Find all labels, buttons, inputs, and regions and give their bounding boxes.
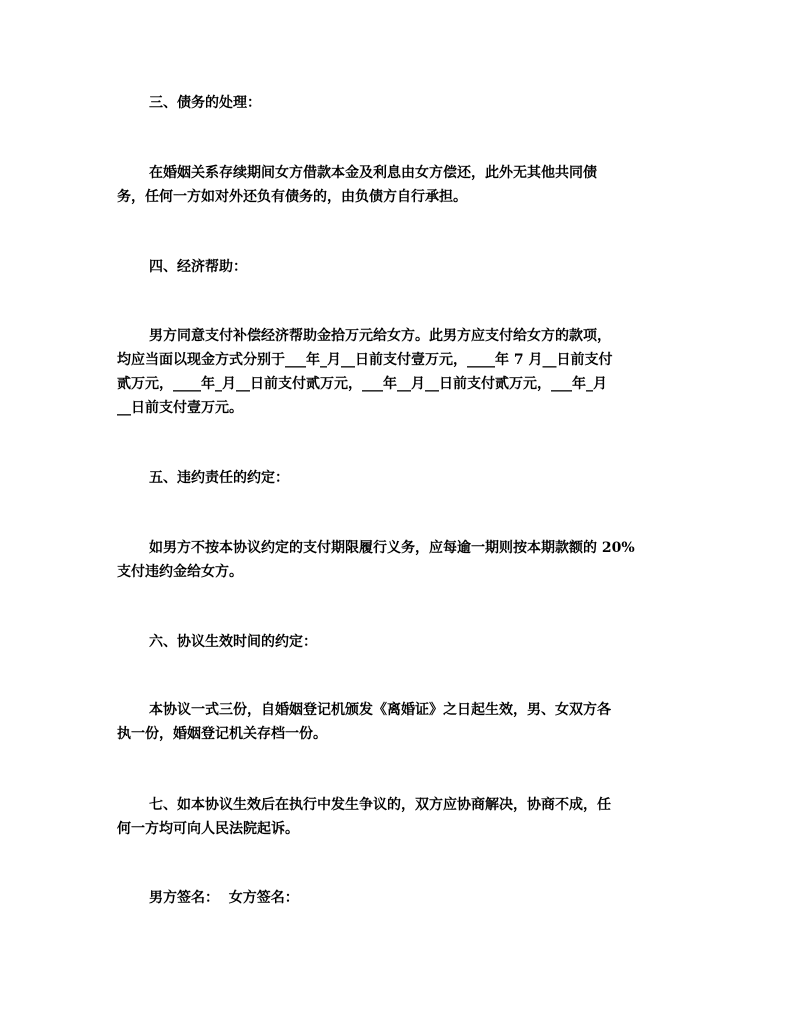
section-6-text-line-2: 执一份，婚姻登记机关存档一份。: [117, 726, 327, 742]
section-3-text-line-1: 在婚姻关系存续期间女方借款本金及利息由女方偿还，此外无其他共同债: [149, 165, 597, 181]
section-3-heading: 三、债务的处理：: [149, 95, 261, 111]
section-5-text-line-1: 如男方不按本协议约定的支付期限履行义务，应每逾一期则按本期款额的 20%: [149, 540, 635, 556]
signature-line: 男方签名： 女方签名：: [149, 890, 299, 906]
section-4-heading: 四、经济帮助：: [149, 259, 247, 275]
section-4-text-line-4: __日前支付壹万元。: [117, 400, 243, 416]
section-4-text-line-3: 贰万元，____年_月__日前支付贰万元，___年__月__日前支付贰万元，___年_月: [117, 376, 607, 392]
section-6-heading: 六、协议生效时间的约定：: [149, 634, 317, 650]
section-4-text-line-2: 均应当面以现金方式分别于___年_月__日前支付壹万元，____年 7 月__日前支付: [117, 352, 613, 368]
section-5-heading: 五、违约责任的约定：: [149, 470, 289, 486]
section-7-text-line-2: 何一方均可向人民法院起诉。: [117, 821, 299, 837]
section-4-text-line-1: 男方同意支付补偿经济帮助金拾万元给女方。此男方应支付给女方的款项，: [149, 328, 611, 344]
section-7-text-line-1: 七、如本协议生效后在执行中发生争议的，双方应协商解决，协商不成，任: [149, 797, 611, 813]
section-5-text-line-2: 支付违约金给女方。: [117, 564, 243, 580]
section-3-text-line-2: 务，任何一方如对外还负有债务的，由负债方自行承担。: [117, 189, 467, 205]
section-6-text-line-1: 本协议一式三份，自婚姻登记机颁发《离婚证》之日起生效，男、女双方各: [149, 702, 611, 718]
